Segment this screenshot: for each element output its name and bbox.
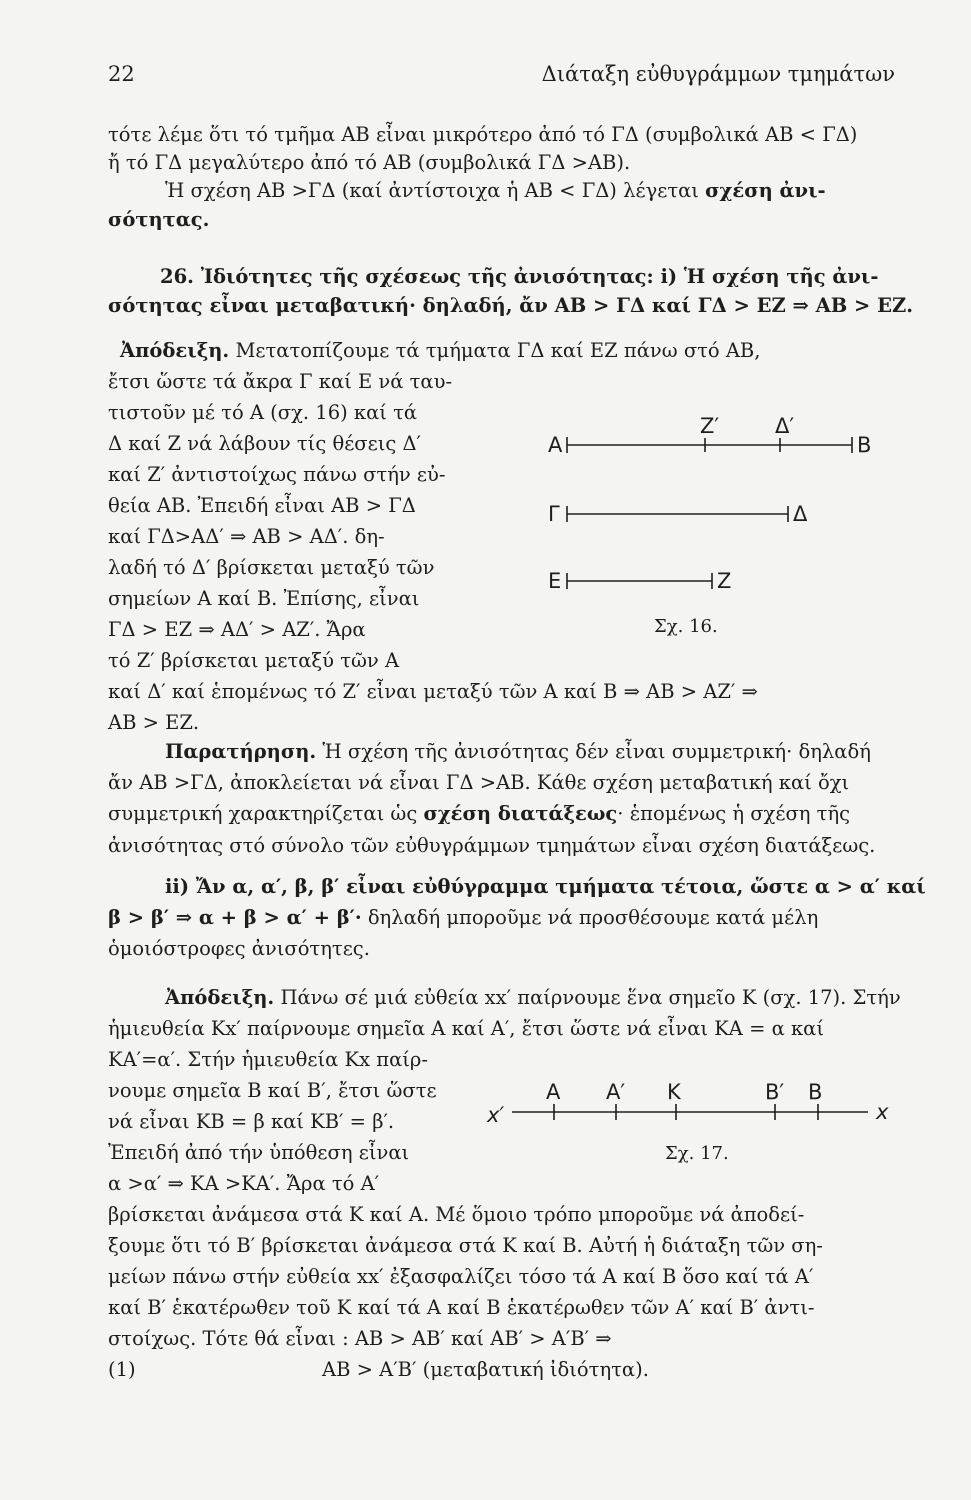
label-d: Δ <box>793 502 808 526</box>
text-line: ἤ τό ΓΔ μεγαλύτερο ἀπό τό ΑΒ (συμβολικά ΓΔ >ΑΒ). <box>108 151 631 174</box>
text-line: σημείων Α καί Β. Ἐπίσης, εἶναι <box>108 587 420 610</box>
text-line: καί Δ′ καί ἑπομένως τό Ζ′ εἶναι μεταξύ τῶν Α καί Β ⇒ ΑΒ > ΑΖ′ ⇒ <box>108 680 758 703</box>
label-z: Ζ <box>717 569 732 593</box>
text-line: ἀνισότητας στό σύνολο τῶν εὐθυγράμμων τμημάτων εἶναι σχέση διατάξεως. <box>108 834 876 857</box>
proof-label: Ἀπόδειξη. <box>165 986 275 1009</box>
label-a: Α <box>548 433 563 457</box>
text-line: νά εἶναι ΚΒ = β καί ΚΒ′ = β′. <box>108 1110 395 1133</box>
label-z1: Ζ′ <box>700 414 720 438</box>
equation: ΑΒ > Α′Β′ (μεταβατική ἰδιότητα). <box>322 1358 649 1381</box>
figure-caption: Σχ. 17. <box>665 1143 729 1164</box>
text-line: ΑΒ > ΕΖ. <box>108 711 200 734</box>
text-span: Μετατοπίζουμε τά τμήματα ΓΔ καί ΕΖ πάνω στό ΑΒ, <box>235 339 761 362</box>
text-line: νουμε σημεῖα Β καί Β′, ἔτσι ὥστε <box>108 1079 437 1102</box>
label-x1: x′ <box>487 1103 505 1127</box>
label-k: Κ <box>667 1080 681 1104</box>
text-line: ἄν ΑΒ >ΓΔ, ἀποκλείεται νά εἶναι ΓΔ >ΑΒ. Κάθε σχέση μεταβατική καί ὄχι <box>108 771 850 794</box>
section-heading: σότητας εἶναι μεταβατική· δηλαδή, ἄν ΑΒ > ΓΔ καί ΓΔ > ΕΖ ⇒ ΑΒ > ΕΖ. <box>108 294 914 317</box>
term-bold: σχέση διατάξεως <box>423 802 618 825</box>
remark-label: Παρατήρηση. <box>165 740 317 763</box>
text-line: θεία ΑΒ. Ἐπειδή εἶναι ΑΒ > ΓΔ <box>108 494 416 517</box>
text-line: τιστοῦν μέ τό Α (σχ. 16) καί τά <box>108 401 418 424</box>
label-g: Γ <box>548 502 560 526</box>
text-span: Ἡ σχέση τῆς ἀνισότητας δέν εἶναι συμμετρική· δηλαδή <box>322 740 871 763</box>
text-span: συμμετρική χαρακτηρίζεται ὡς <box>108 802 418 825</box>
text-line: Δ καί Ζ νά λάβουν τίς θέσεις Δ′ <box>108 432 421 455</box>
equation-number: (1) <box>108 1358 136 1381</box>
text-line: τότε λέμε ὅτι τό τμῆμα ΑΒ εἶναι μικρότερο ἀπό τό ΓΔ (συμβολικά ΑΒ < ΓΔ) <box>108 123 858 146</box>
label-a1: Α′ <box>606 1080 626 1104</box>
text-line: καί Ζ′ ἀντιστοίχως πάνω στήν εὐ- <box>108 463 446 486</box>
figure-caption: Σχ. 16. <box>654 616 718 637</box>
text-line: α >α′ ⇒ ΚΑ >ΚΑ′. Ἄρα τό Α′ <box>108 1172 380 1195</box>
text-span: Πάνω σέ μιά εὐθεία xx′ παίρνουμε ἕνα σημεῖο Κ (σχ. 17). Στήν <box>280 986 901 1009</box>
text-span: Ἡ σχέση ΑΒ >ΓΔ (καί ἀντίστοιχα ἡ ΑΒ < ΓΔ) λέγεται <box>165 179 699 202</box>
label-a: Α <box>546 1080 561 1104</box>
text-line: στοίχως. Τότε θά εἶναι : ΑΒ > ΑΒ′ καί ΑΒ′ > Α′Β′ ⇒ <box>108 1327 612 1350</box>
text-span: δηλαδή μποροῦμε νά προσθέσουμε κατά μέλη <box>367 906 819 929</box>
text-line: ἔτσι ὥστε τά ἄκρα Γ καί Ε νά ταυ- <box>108 370 453 393</box>
text-line: μείων πάνω στήν εὐθεία xx′ ἐξασφαλίζει τόσο τά Α καί Β ὅσο καί τά Α′ <box>108 1265 814 1288</box>
text-line: καί Β′ ἑκατέρωθεν τοῦ Κ καί τά Α καί Β ἑκατέρωθεν τῶν Α′ καί Β′ ἀντι- <box>108 1296 815 1319</box>
text-line: βρίσκεται ἀνάμεσα στά Κ καί Α. Μέ ὅμοιο τρόπο μποροῦμε νά ἀποδεί- <box>108 1203 805 1226</box>
term-bold: σότητας. <box>108 208 210 231</box>
page-number: 22 <box>108 62 135 86</box>
term-bold: σχέση ἀνι- <box>705 179 826 202</box>
text-line: τό Ζ′ βρίσκεται μεταξύ τῶν Α <box>108 649 400 672</box>
text-line: λαδή τό Δ′ βρίσκεται μεταξύ τῶν <box>108 556 435 579</box>
proof-label: Ἀπόδειξη. <box>120 339 230 362</box>
label-x: x <box>876 1100 889 1124</box>
label-b: Β <box>857 433 872 457</box>
property-statement: β > β′ ⇒ α + β > α′ + β′· <box>108 906 362 929</box>
text-line: ὁμοιόστροφες ἀνισότητες. <box>108 937 370 960</box>
text-line: ξουμε ὅτι τό Β′ βρίσκεται ἀνάμεσα στά Κ καί Β. Αὐτή ἡ διάταξη τῶν ση- <box>108 1234 823 1257</box>
section-heading: 26. Ἰδιότητες τῆς σχέσεως τῆς ἀνισότητας: i) Ἡ σχέση τῆς ἀνι- <box>160 265 879 288</box>
running-title: Διάταξη εὐθυγράμμων τμημάτων <box>541 62 895 86</box>
text-line: ΓΔ > ΕΖ ⇒ ΑΔ′ > ΑΖ′. Ἄρα <box>108 618 366 641</box>
label-b: Β <box>808 1080 823 1104</box>
text-line: ἡμιευθεία Κx′ παίρνουμε σημεῖα Α καί Α′, ἔτσι ὥστε νά εἶναι ΚΑ = α καί <box>108 1017 824 1040</box>
property-statement: ii) Ἄν α, α′, β, β′ εἶναι εὐθύγραμμα τμήματα τέτοια, ὥστε α > α′ καί <box>165 875 926 898</box>
text-line: καί ΓΔ>ΑΔ′ ⇒ ΑΒ > ΑΔ′. δη- <box>108 525 385 548</box>
text-line: Ἐπειδή ἀπό τήν ὑπόθεση εἶναι <box>108 1141 410 1164</box>
text-span: · ἑπομένως ἡ σχέση τῆς <box>617 802 851 825</box>
text-line: ΚΑ′=α′. Στήν ἡμιευθεία Κx παίρ- <box>108 1048 428 1071</box>
label-d1: Δ′ <box>775 414 795 438</box>
label-e: Ε <box>548 569 562 593</box>
label-b1: Β′ <box>765 1080 785 1104</box>
